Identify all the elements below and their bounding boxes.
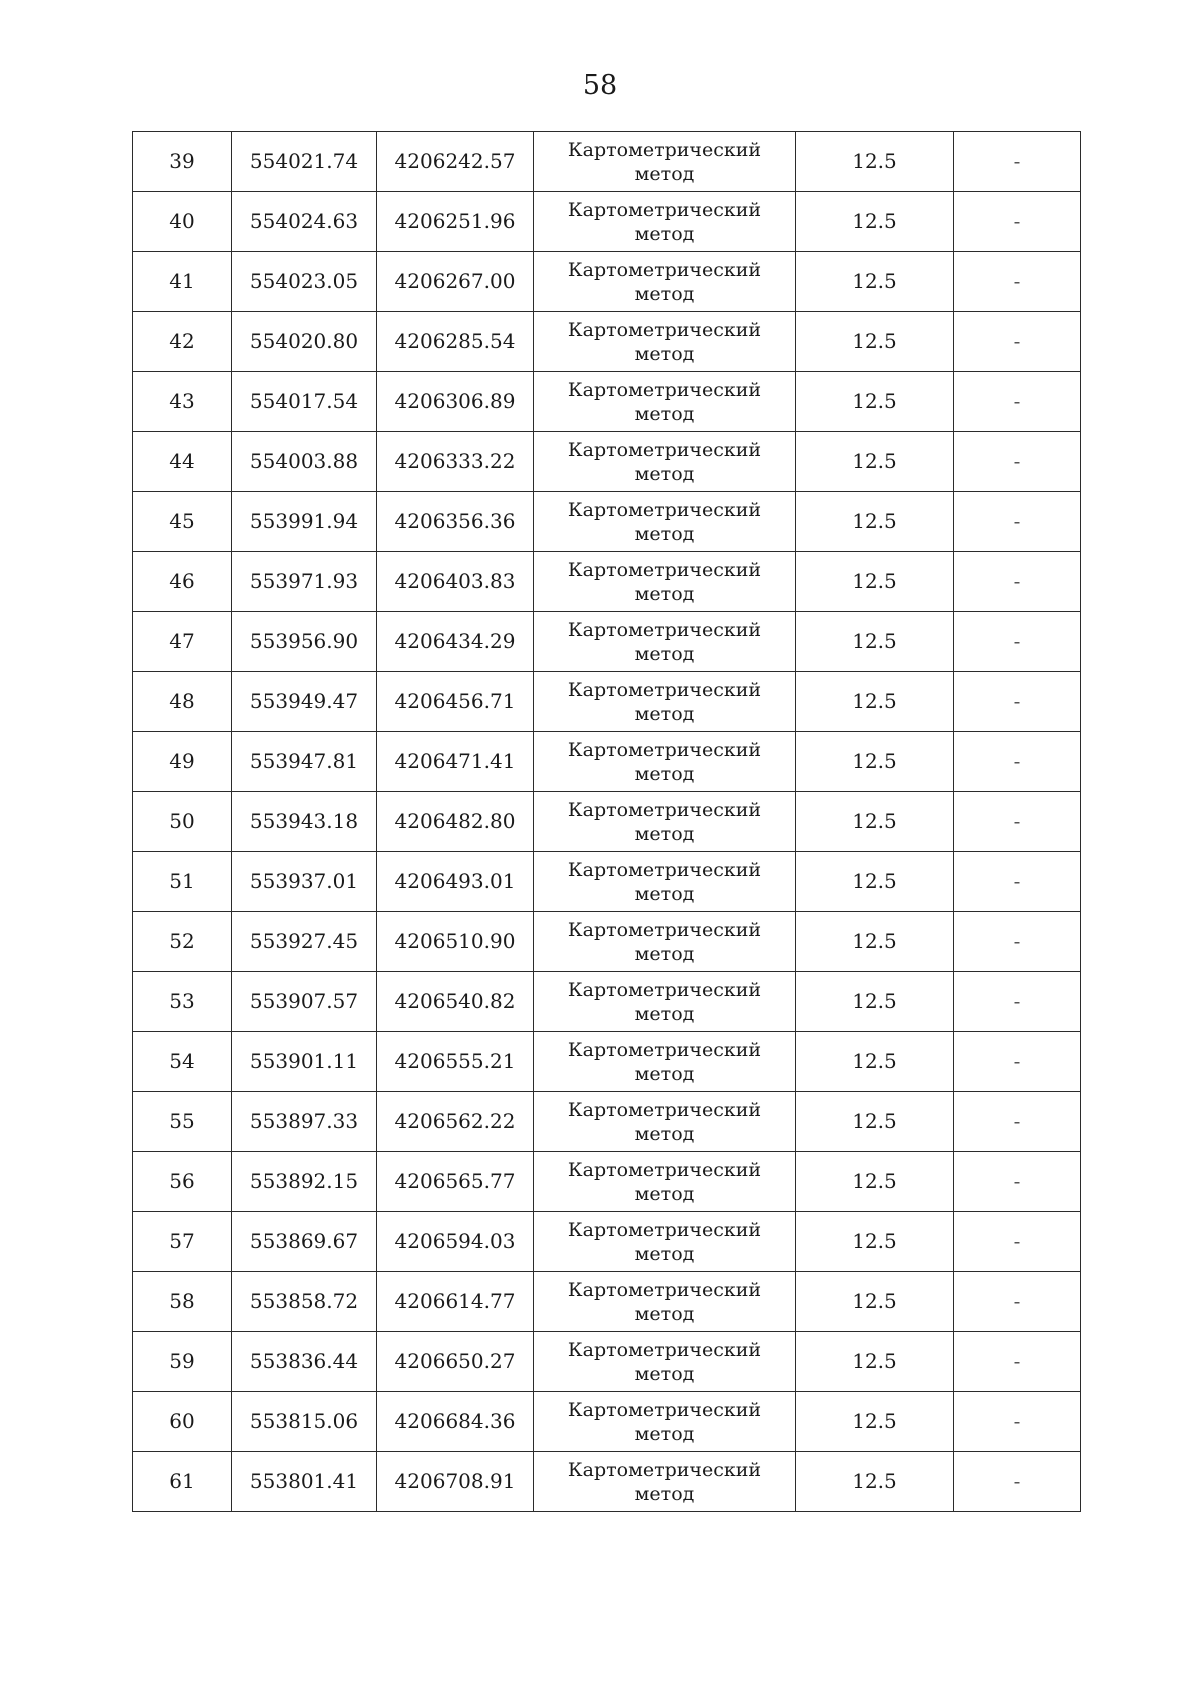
y-coordinate-cell: 4206540.82 (377, 972, 534, 1032)
method-line: метод (634, 1122, 695, 1145)
note-cell: - (954, 852, 1081, 912)
method-line: метод (634, 1002, 695, 1025)
accuracy-cell: 12.5 (796, 312, 954, 372)
point-number-cell: 52 (133, 912, 232, 972)
point-number-cell: 48 (133, 672, 232, 732)
point-number-cell: 51 (133, 852, 232, 912)
x-coordinate-cell: 553991.94 (232, 492, 377, 552)
y-coordinate-cell: 4206434.29 (377, 612, 534, 672)
x-coordinate-cell: 553836.44 (232, 1332, 377, 1392)
method-line: Картометрический (567, 498, 762, 521)
method-line: метод (634, 582, 695, 605)
accuracy-cell: 12.5 (796, 192, 954, 252)
method-line: метод (634, 1242, 695, 1265)
note-cell: - (954, 252, 1081, 312)
accuracy-cell: 12.5 (796, 672, 954, 732)
method-line: Картометрический (567, 1218, 762, 1241)
x-coordinate-cell: 553815.06 (232, 1392, 377, 1452)
point-number-cell: 50 (133, 792, 232, 852)
note-cell: - (954, 912, 1081, 972)
accuracy-cell: 12.5 (796, 492, 954, 552)
note-cell: - (954, 312, 1081, 372)
note-cell: - (954, 552, 1081, 612)
table-row (133, 1332, 1081, 1392)
method-line: метод (634, 1422, 695, 1445)
method-cell (534, 852, 796, 912)
x-coordinate-cell: 553947.81 (232, 732, 377, 792)
note-cell: - (954, 1152, 1081, 1212)
y-coordinate-cell: 4206285.54 (377, 312, 534, 372)
note-cell: - (954, 612, 1081, 672)
x-coordinate-cell: 553971.93 (232, 552, 377, 612)
method-cell (534, 1392, 796, 1452)
method-line: метод (634, 342, 695, 365)
method-line: Картометрический (567, 138, 762, 161)
accuracy-cell: 12.5 (796, 132, 954, 192)
table-row (133, 312, 1081, 372)
y-coordinate-cell: 4206356.36 (377, 492, 534, 552)
note-cell: - (954, 1332, 1081, 1392)
method-line: метод (634, 402, 695, 425)
accuracy-cell: 12.5 (796, 1272, 954, 1332)
point-number-cell: 41 (133, 252, 232, 312)
table-row (133, 732, 1081, 792)
point-number-cell: 42 (133, 312, 232, 372)
y-coordinate-cell: 4206456.71 (377, 672, 534, 732)
x-coordinate-cell: 554017.54 (232, 372, 377, 432)
point-number-cell: 59 (133, 1332, 232, 1392)
method-cell (534, 912, 796, 972)
x-coordinate-cell: 554021.74 (232, 132, 377, 192)
method-line: Картометрический (567, 438, 762, 461)
table-row (133, 252, 1081, 312)
x-coordinate-cell: 553943.18 (232, 792, 377, 852)
method-cell (534, 1152, 796, 1212)
method-line: Картометрический (567, 798, 762, 821)
coordinates-table (132, 131, 1081, 1512)
accuracy-cell: 12.5 (796, 1392, 954, 1452)
method-line: Картометрический (567, 618, 762, 641)
note-cell: - (954, 1452, 1081, 1512)
method-cell (534, 1092, 796, 1152)
point-number-cell: 57 (133, 1212, 232, 1272)
y-coordinate-cell: 4206614.77 (377, 1272, 534, 1332)
method-line: Картометрический (567, 198, 762, 221)
table-row (133, 192, 1081, 252)
x-coordinate-cell: 553897.33 (232, 1092, 377, 1152)
method-cell (534, 252, 796, 312)
note-cell: - (954, 792, 1081, 852)
y-coordinate-cell: 4206306.89 (377, 372, 534, 432)
y-coordinate-cell: 4206708.91 (377, 1452, 534, 1512)
y-coordinate-cell: 4206403.83 (377, 552, 534, 612)
method-line: Картометрический (567, 1098, 762, 1121)
x-coordinate-cell: 553801.41 (232, 1452, 377, 1512)
accuracy-cell: 12.5 (796, 912, 954, 972)
accuracy-cell: 12.5 (796, 1152, 954, 1212)
accuracy-cell: 12.5 (796, 552, 954, 612)
method-line: Картометрический (567, 738, 762, 761)
table-row (133, 1212, 1081, 1272)
note-cell: - (954, 1092, 1081, 1152)
table-row (133, 1152, 1081, 1212)
table-row (133, 1272, 1081, 1332)
accuracy-cell: 12.5 (796, 1092, 954, 1152)
accuracy-cell: 12.5 (796, 972, 954, 1032)
method-cell (534, 492, 796, 552)
note-cell: - (954, 972, 1081, 1032)
method-line: метод (634, 522, 695, 545)
table-row (133, 492, 1081, 552)
method-cell (534, 552, 796, 612)
method-line: метод (634, 882, 695, 905)
note-cell: - (954, 732, 1081, 792)
method-line: метод (634, 1182, 695, 1205)
method-line: Картометрический (567, 1398, 762, 1421)
point-number-cell: 40 (133, 192, 232, 252)
method-cell (534, 132, 796, 192)
method-line: метод (634, 222, 695, 245)
coordinates-table-body (133, 132, 1081, 1512)
method-cell (534, 1332, 796, 1392)
y-coordinate-cell: 4206482.80 (377, 792, 534, 852)
x-coordinate-cell: 553956.90 (232, 612, 377, 672)
x-coordinate-cell: 553949.47 (232, 672, 377, 732)
method-line: Картометрический (567, 1038, 762, 1061)
point-number-cell: 44 (133, 432, 232, 492)
method-cell (534, 792, 796, 852)
note-cell: - (954, 192, 1081, 252)
method-line: Картометрический (567, 558, 762, 581)
method-line: метод (634, 702, 695, 725)
table-row (133, 1032, 1081, 1092)
y-coordinate-cell: 4206471.41 (377, 732, 534, 792)
point-number-cell: 47 (133, 612, 232, 672)
x-coordinate-cell: 553927.45 (232, 912, 377, 972)
method-cell (534, 1032, 796, 1092)
table-row (133, 792, 1081, 852)
method-cell (534, 972, 796, 1032)
method-line: метод (634, 1482, 695, 1505)
method-line: Картометрический (567, 858, 762, 881)
point-number-cell: 61 (133, 1452, 232, 1512)
point-number-cell: 56 (133, 1152, 232, 1212)
accuracy-cell: 12.5 (796, 372, 954, 432)
y-coordinate-cell: 4206555.21 (377, 1032, 534, 1092)
y-coordinate-cell: 4206493.01 (377, 852, 534, 912)
x-coordinate-cell: 553907.57 (232, 972, 377, 1032)
method-line: метод (634, 1362, 695, 1385)
method-line: Картометрический (567, 1158, 762, 1181)
method-line: метод (634, 282, 695, 305)
accuracy-cell: 12.5 (796, 1212, 954, 1272)
accuracy-cell: 12.5 (796, 252, 954, 312)
method-line: Картометрический (567, 1278, 762, 1301)
table-row (133, 612, 1081, 672)
x-coordinate-cell: 553869.67 (232, 1212, 377, 1272)
table-row (133, 672, 1081, 732)
x-coordinate-cell: 553901.11 (232, 1032, 377, 1092)
y-coordinate-cell: 4206242.57 (377, 132, 534, 192)
x-coordinate-cell: 554003.88 (232, 432, 377, 492)
y-coordinate-cell: 4206267.00 (377, 252, 534, 312)
table-row (133, 552, 1081, 612)
table-row (133, 912, 1081, 972)
note-cell: - (954, 132, 1081, 192)
point-number-cell: 54 (133, 1032, 232, 1092)
method-line: Картометрический (567, 378, 762, 401)
note-cell: - (954, 372, 1081, 432)
x-coordinate-cell: 553937.01 (232, 852, 377, 912)
accuracy-cell: 12.5 (796, 432, 954, 492)
x-coordinate-cell: 554023.05 (232, 252, 377, 312)
method-line: метод (634, 942, 695, 965)
method-cell (534, 672, 796, 732)
y-coordinate-cell: 4206251.96 (377, 192, 534, 252)
method-line: Картометрический (567, 918, 762, 941)
table-row (133, 372, 1081, 432)
point-number-cell: 58 (133, 1272, 232, 1332)
method-cell (534, 192, 796, 252)
point-number-cell: 55 (133, 1092, 232, 1152)
point-number-cell: 60 (133, 1392, 232, 1452)
note-cell: - (954, 1272, 1081, 1332)
y-coordinate-cell: 4206565.77 (377, 1152, 534, 1212)
point-number-cell: 53 (133, 972, 232, 1032)
method-cell (534, 1452, 796, 1512)
accuracy-cell: 12.5 (796, 792, 954, 852)
y-coordinate-cell: 4206333.22 (377, 432, 534, 492)
y-coordinate-cell: 4206684.36 (377, 1392, 534, 1452)
point-number-cell: 45 (133, 492, 232, 552)
method-line: метод (634, 1062, 695, 1085)
method-line: метод (634, 162, 695, 185)
method-line: Картометрический (567, 978, 762, 1001)
y-coordinate-cell: 4206594.03 (377, 1212, 534, 1272)
method-line: метод (634, 1302, 695, 1325)
method-cell (534, 312, 796, 372)
accuracy-cell: 12.5 (796, 1032, 954, 1092)
method-line: Картометрический (567, 1458, 762, 1481)
method-cell (534, 1212, 796, 1272)
accuracy-cell: 12.5 (796, 612, 954, 672)
accuracy-cell: 12.5 (796, 1452, 954, 1512)
note-cell: - (954, 492, 1081, 552)
note-cell: - (954, 432, 1081, 492)
method-cell (534, 372, 796, 432)
method-line: Картометрический (567, 1338, 762, 1361)
method-cell (534, 612, 796, 672)
accuracy-cell: 12.5 (796, 1332, 954, 1392)
x-coordinate-cell: 553858.72 (232, 1272, 377, 1332)
x-coordinate-cell: 554020.80 (232, 312, 377, 372)
method-line: Картометрический (567, 258, 762, 281)
table-row (133, 1452, 1081, 1512)
method-line: Картометрический (567, 318, 762, 341)
accuracy-cell: 12.5 (796, 732, 954, 792)
point-number-cell: 43 (133, 372, 232, 432)
y-coordinate-cell: 4206650.27 (377, 1332, 534, 1392)
method-cell (534, 1272, 796, 1332)
note-cell: - (954, 1392, 1081, 1452)
table-row (133, 132, 1081, 192)
method-cell (534, 732, 796, 792)
table-row (133, 1092, 1081, 1152)
y-coordinate-cell: 4206562.22 (377, 1092, 534, 1152)
page-number: 58 (582, 70, 618, 101)
accuracy-cell: 12.5 (796, 852, 954, 912)
table-row (133, 1392, 1081, 1452)
method-cell (534, 432, 796, 492)
point-number-cell: 46 (133, 552, 232, 612)
y-coordinate-cell: 4206510.90 (377, 912, 534, 972)
method-line: метод (634, 642, 695, 665)
x-coordinate-cell: 554024.63 (232, 192, 377, 252)
point-number-cell: 49 (133, 732, 232, 792)
note-cell: - (954, 1032, 1081, 1092)
table-row (133, 432, 1081, 492)
note-cell: - (954, 672, 1081, 732)
point-number-cell: 39 (133, 132, 232, 192)
method-line: метод (634, 822, 695, 845)
method-line: метод (634, 762, 695, 785)
note-cell: - (954, 1212, 1081, 1272)
x-coordinate-cell: 553892.15 (232, 1152, 377, 1212)
method-line: метод (634, 462, 695, 485)
table-row (133, 852, 1081, 912)
method-line: Картометрический (567, 678, 762, 701)
table-row (133, 972, 1081, 1032)
